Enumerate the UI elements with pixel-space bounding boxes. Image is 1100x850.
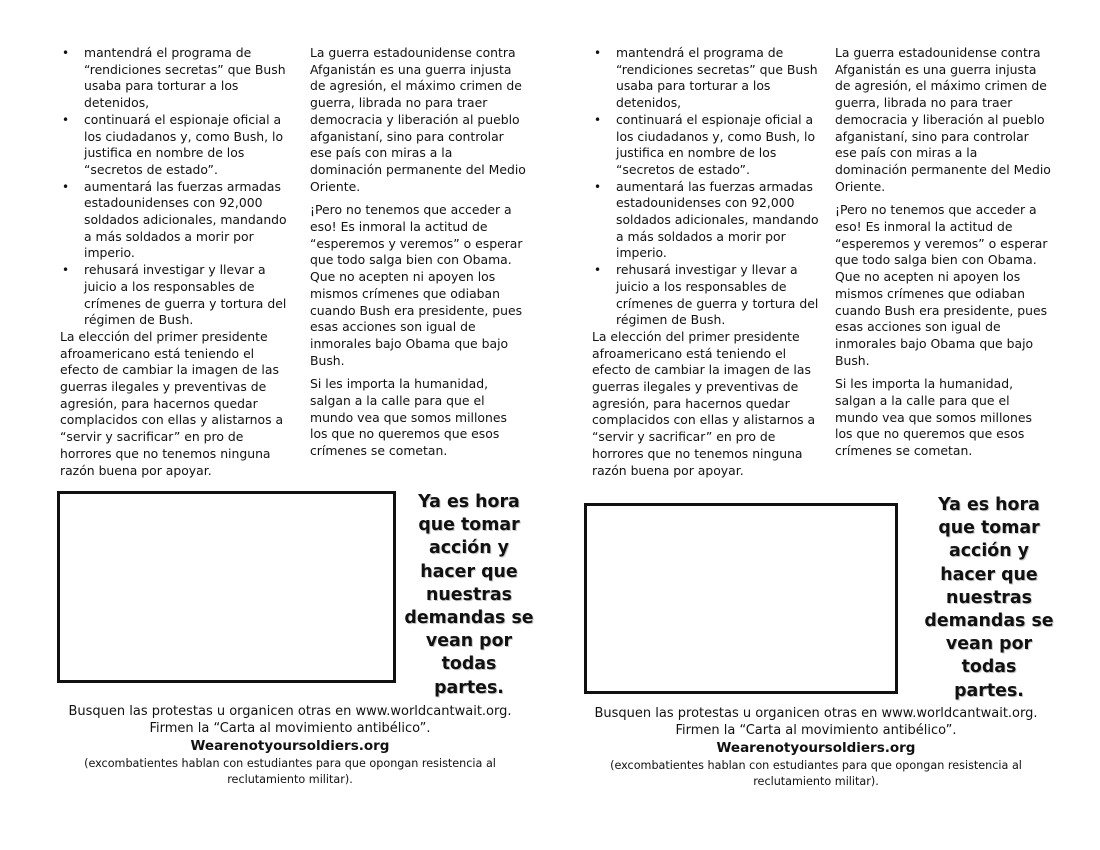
afghanistan-paragraph: La guerra estadounidense contra Afganistán es una guerra injusta de agresión, el máximo crimen de guerra, librada no para traer democracia y liberación al pueblo afganistaní, sino para controlar ese país con miras a la dominación permanente del Medio Oriente.: [835, 45, 1051, 194]
bullet-icon: •: [62, 263, 70, 278]
election-paragraph: La elección del primer presidente afroamericano está teniendo el efecto de cambiar la imagen de las guerras ilegales y preventivas de agresión, para hacernos quedar complacidos con ellas y alistarnos a “servir y sacrificar” en pro de horrores que no tenemos ninguna razón buena por apoyar.: [592, 328, 816, 478]
leaflet-panel-right: [530, 0, 1060, 850]
bullet-list: [592, 45, 820, 329]
bullet-list: [60, 45, 288, 329]
photo-placeholder: [584, 503, 898, 694]
list-item: • aumentará las fuerzas armadas estadounidenses con 92,000 soldados adicionales, mandando a más soldados a morir por imperio.: [594, 178, 819, 261]
footer-protests: Busquen las protestas u organicen otras en www.worldcantwait.org.: [594, 706, 1038, 721]
footer: [50, 703, 530, 787]
humanity-paragraph: Si les importa la humanidad, salgan a la calle para que el mundo vea que somos millones los que no queremos que esos crímenes se cometan.: [310, 376, 507, 459]
bullet-icon: •: [594, 263, 602, 278]
footer: [576, 705, 1056, 789]
list-item: • continuará el espionaje oficial a los ciudadanos y, como Bush, lo justifica en nombre de los “secretos de estado”.: [594, 111, 816, 177]
bullet-icon: •: [62, 179, 70, 194]
bullet-icon: •: [62, 112, 70, 127]
left-column: [592, 45, 820, 479]
right-column: [835, 45, 1053, 467]
footer-note: (excombatientes hablan con estudiantes para que opongan resistencia al reclutamiento militar).: [610, 759, 1022, 788]
footer-site: Wearenotyoursoldiers.org: [190, 738, 390, 754]
footer-letter: Firmen la “Carta al movimiento antibélico”.: [675, 723, 957, 738]
footer-letter: Firmen la “Carta al movimiento antibélico”.: [149, 721, 431, 736]
bullet-icon: •: [594, 46, 602, 60]
humanity-paragraph: Si les importa la humanidad, salgan a la calle para que el mundo vea que somos millones los que no queremos que esos crímenes se cometan.: [835, 376, 1032, 459]
call-to-action: Ya es hora que tomar acción y hacer que nuestras demandas se vean por todas partes.: [404, 492, 534, 698]
list-item: • rehusará investigar y llevar a juicio a los responsables de crímenes de guerra y tortura del régimen de Bush.: [594, 262, 819, 328]
list-item: • aumentará las fuerzas armadas estadounidenses con 92,000 soldados adicionales, mandando a más soldados a morir por imperio.: [62, 178, 287, 261]
call-to-action: Ya es hora que tomar acción y hacer que nuestras demandas se vean por todas partes.: [924, 495, 1054, 701]
footer-protests: Busquen las protestas u organicen otras en www.worldcantwait.org.: [68, 704, 512, 719]
footer-site: Wearenotyoursoldiers.org: [716, 740, 916, 756]
list-item: • mantendrá el programa de “rendiciones secretas” que Bush usaba para torturar a los detenidos,: [62, 45, 286, 111]
bullet-icon: •: [594, 112, 602, 127]
leaflet-panel-left: [0, 0, 534, 850]
right-column: [310, 45, 528, 467]
afghanistan-paragraph: La guerra estadounidense contra Afganistán es una guerra injusta de agresión, el máximo crimen de guerra, librada no para traer democracia y liberación al pueblo afganistaní, sino para controlar ese país con miras a la dominación permanente del Medio Oriente.: [310, 45, 526, 194]
list-item: • continuará el espionaje oficial a los ciudadanos y, como Bush, lo justifica en nombre de los “secretos de estado”.: [62, 111, 284, 177]
election-paragraph: La elección del primer presidente afroamericano está teniendo el efecto de cambiar la imagen de las guerras ilegales y preventivas de agresión, para hacernos quedar complacidos con ellas y alistarnos a “servir y sacrificar” en pro de horrores que no tenemos ninguna razón buena por apoyar.: [60, 328, 284, 478]
left-column: [60, 45, 288, 479]
footer-note: (excombatientes hablan con estudiantes para que opongan resistencia al reclutamiento militar).: [84, 757, 496, 786]
bullet-icon: •: [62, 46, 70, 60]
accede-paragraph: ¡Pero no tenemos que acceder a eso! Es inmoral la actitud de “esperemos y veremos” o esperar que todo salga bien con Obama. Que no acepten ni apoyen los mismos crímenes que odiaban cuando Bush era presidente, pues esas acciones son igual de inmorales bajo Obama que bajo Bush.: [835, 202, 1048, 368]
bullet-icon: •: [594, 179, 602, 194]
list-item: • rehusará investigar y llevar a juicio a los responsables de crímenes de guerra y tortura del régimen de Bush.: [62, 262, 287, 328]
list-item: • mantendrá el programa de “rendiciones secretas” que Bush usaba para torturar a los detenidos,: [594, 45, 818, 111]
accede-paragraph: ¡Pero no tenemos que acceder a eso! Es inmoral la actitud de “esperemos y veremos” o esperar que todo salga bien con Obama. Que no acepten ni apoyen los mismos crímenes que odiaban cuando Bush era presidente, pues esas acciones son igual de inmorales bajo Obama que bajo Bush.: [310, 202, 523, 368]
photo-placeholder: [57, 491, 396, 683]
